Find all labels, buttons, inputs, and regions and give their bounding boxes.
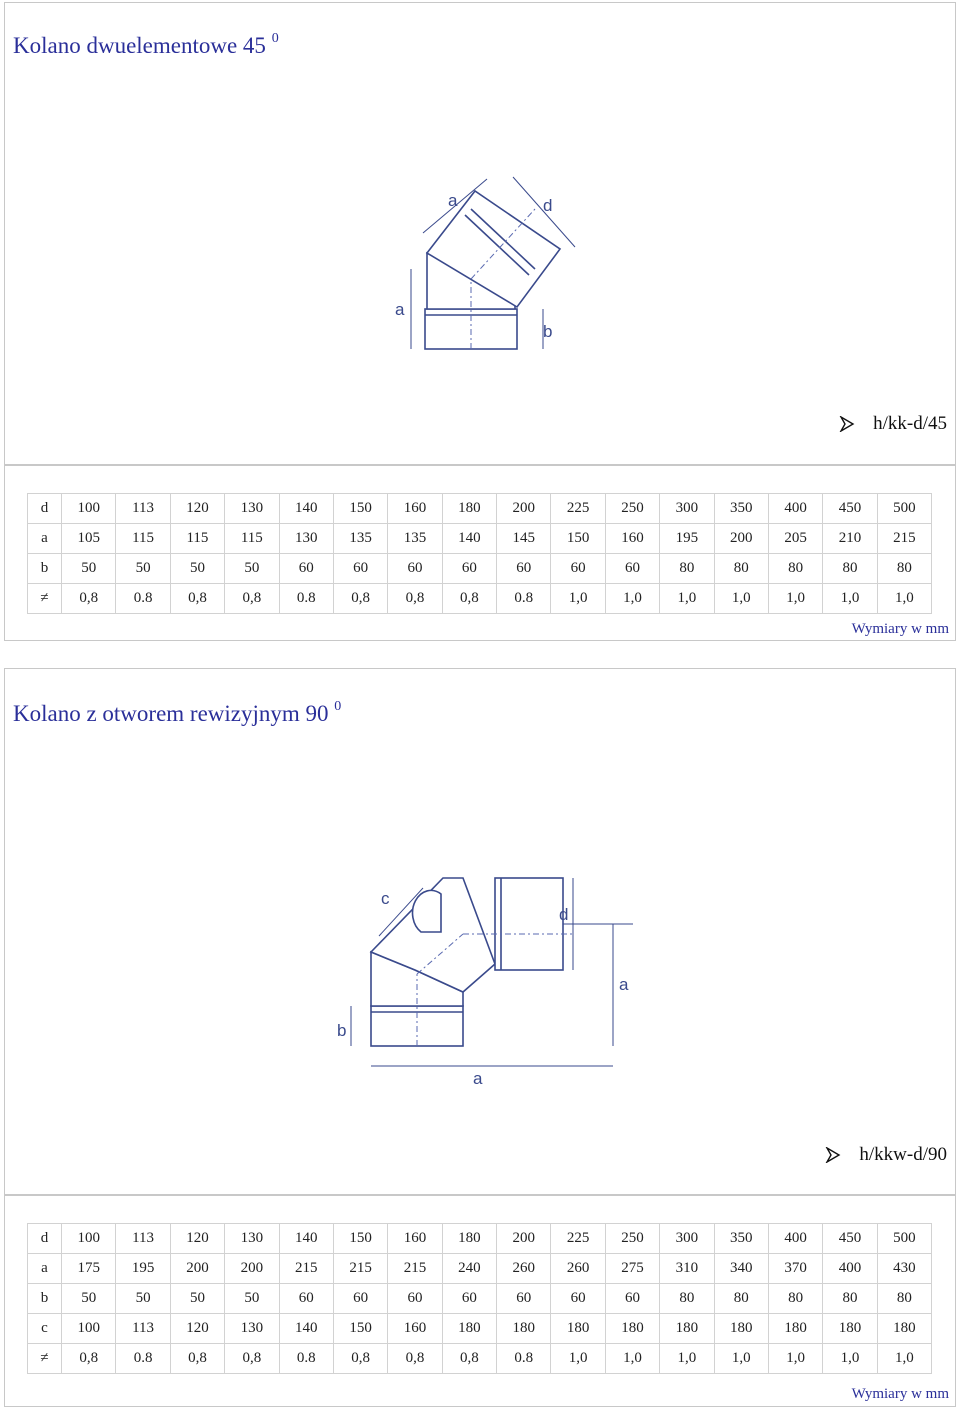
table-cell: 60 [388,1284,442,1314]
table-cell: 1,0 [551,1344,605,1374]
table-cell: 50 [225,554,279,584]
table-cell: 1,0 [823,1344,877,1374]
table-cell: 50 [62,1284,116,1314]
table-cell: 180 [497,1314,551,1344]
dim-label-c: c [381,889,390,908]
table-cell: 1,0 [768,584,822,614]
row-label: a [28,524,62,554]
table-cell: 215 [333,1254,387,1284]
table-cell: 1,0 [823,584,877,614]
table-cell: 180 [551,1314,605,1344]
product-code [839,413,947,435]
table-cell: 130 [225,494,279,524]
table-cell: 370 [768,1254,822,1284]
table-cell: 430 [877,1254,931,1284]
table-cell: 80 [877,1284,931,1314]
section-90-table-band [4,1195,956,1407]
dim-label-d: d [543,196,553,215]
table-cell: 60 [279,554,333,584]
section-title [13,701,341,727]
table-cell: 0.8 [279,1344,333,1374]
row-label: c [28,1314,62,1344]
table-cell: 130 [225,1224,279,1254]
table-cell: 0,8 [442,584,496,614]
table-cell: 120 [170,494,224,524]
table-cell: 60 [442,1284,496,1314]
section-title-text: Kolano z otworem rewizyjnym 90 [13,701,329,726]
table-cell: 240 [442,1254,496,1284]
table-cell: 300 [660,1224,714,1254]
product-code [825,1144,947,1166]
table-cell: 340 [714,1254,768,1284]
table-row [28,494,932,524]
table-cell: 300 [660,494,714,524]
table-cell: 60 [442,554,496,584]
table-cell: 50 [116,554,170,584]
table-cell: 115 [170,524,224,554]
section-title [13,33,279,59]
table-row [28,554,932,584]
table-cell: 115 [225,524,279,554]
table-cell: 400 [768,1224,822,1254]
table-cell: 260 [551,1254,605,1284]
table-cell: 275 [605,1254,659,1284]
table-cell: 145 [497,524,551,554]
table-cell: 310 [660,1254,714,1284]
table-cell: 150 [551,524,605,554]
table-cell: 50 [170,1284,224,1314]
table-cell: 60 [388,554,442,584]
row-label: b [28,1284,62,1314]
table-cell: 140 [279,494,333,524]
section-title-degree: 0 [334,699,342,715]
table-cell: 180 [877,1314,931,1344]
table-cell: 195 [660,524,714,554]
table-cell: 225 [551,494,605,524]
row-label: a [28,1254,62,1284]
table-cell: 60 [551,1284,605,1314]
table-cell: 50 [116,1284,170,1314]
table-cell: 120 [170,1314,224,1344]
table-cell: 180 [714,1314,768,1344]
table-cell: 180 [823,1314,877,1344]
section-45-elbow [4,2,956,465]
table-row [28,1224,932,1254]
row-label: ≠ [28,1344,62,1374]
table-cell: 160 [605,524,659,554]
table-cell: 80 [714,1284,768,1314]
table-cell: 1,0 [551,584,605,614]
dim-label-d: d [559,905,569,924]
table-cell: 80 [660,554,714,584]
table-cell: 500 [877,1224,931,1254]
table-cell: 200 [225,1254,279,1284]
table-cell: 450 [823,494,877,524]
row-label: d [28,494,62,524]
table-cell: 1,0 [660,1344,714,1374]
table-cell: 180 [442,494,496,524]
table-cell: 350 [714,494,768,524]
table-cell: 195 [116,1254,170,1284]
table-cell: 200 [170,1254,224,1284]
section-45-table-band [4,465,956,641]
table-cell: 0,8 [442,1344,496,1374]
table-cell: 80 [660,1284,714,1314]
table-cell: 0,8 [225,584,279,614]
table-row [28,1344,932,1374]
table-cell: 1,0 [714,584,768,614]
table-cell: 80 [768,554,822,584]
table-cell: 225 [551,1224,605,1254]
arrowhead-bullet-icon [825,1147,841,1163]
elbow-90-drawing [323,874,653,1104]
table-row [28,584,932,614]
dim-label-b: b [543,322,553,341]
table-cell: 450 [823,1224,877,1254]
table-row [28,1254,932,1284]
table-cell: 130 [225,1314,279,1344]
elbow-45-drawing [365,169,665,389]
table-cell: 400 [768,494,822,524]
table-cell: 80 [823,1284,877,1314]
table-cell: 113 [116,1224,170,1254]
table-cell: 400 [823,1254,877,1284]
table-cell: 215 [388,1254,442,1284]
table-cell: 60 [605,554,659,584]
table-cell: 160 [388,1224,442,1254]
table-cell: 80 [823,554,877,584]
dim-label-b: b [337,1021,347,1040]
table-cell: 130 [279,524,333,554]
table-cell: 135 [333,524,387,554]
row-label: ≠ [28,584,62,614]
table-cell: 113 [116,1314,170,1344]
table-cell: 150 [333,1314,387,1344]
table-cell: 0,8 [388,1344,442,1374]
section-90-inspection-elbow [4,668,956,1195]
table-cell: 0.8 [116,584,170,614]
table-row [28,524,932,554]
dimensions-table [27,1223,932,1374]
dim-label-a-side: a [619,975,629,994]
product-code-text: h/kk-d/45 [873,413,947,434]
table-cell: 200 [497,1224,551,1254]
table-cell: 500 [877,494,931,524]
table-cell: 60 [333,554,387,584]
table-cell: 0.8 [279,584,333,614]
table-cell: 60 [497,554,551,584]
table-cell: 1,0 [877,584,931,614]
table-cell: 120 [170,1224,224,1254]
product-code-text: h/kkw-d/90 [859,1144,947,1165]
table-cell: 80 [714,554,768,584]
table-cell: 60 [279,1284,333,1314]
table-cell: 80 [768,1284,822,1314]
table-cell: 60 [497,1284,551,1314]
table-cell: 250 [605,494,659,524]
table-cell: 140 [279,1224,333,1254]
table-cell: 200 [714,524,768,554]
table-cell: 60 [605,1284,659,1314]
table-cell: 180 [605,1314,659,1344]
table-cell: 50 [62,554,116,584]
row-label: d [28,1224,62,1254]
table-cell: 0,8 [62,584,116,614]
table-cell: 180 [660,1314,714,1344]
table-cell: 260 [497,1254,551,1284]
units-note: Wymiary w mm [851,621,949,637]
table-cell: 150 [333,1224,387,1254]
row-label: b [28,554,62,584]
table-cell: 180 [442,1224,496,1254]
dimensions-table [27,493,932,614]
table-cell: 135 [388,524,442,554]
table-cell: 1,0 [768,1344,822,1374]
table-cell: 160 [388,1314,442,1344]
table-cell: 60 [333,1284,387,1314]
table-cell: 1,0 [605,584,659,614]
table-cell: 140 [442,524,496,554]
section-title-degree: 0 [271,31,279,47]
table-cell: 180 [768,1314,822,1344]
dim-label-a-side: a [395,300,405,319]
table-cell: 0,8 [170,584,224,614]
table-cell: 0,8 [225,1344,279,1374]
table-cell: 205 [768,524,822,554]
table-cell: 180 [442,1314,496,1344]
table-cell: 100 [62,1314,116,1344]
table-cell: 100 [62,494,116,524]
table-cell: 0,8 [333,1344,387,1374]
table-cell: 210 [823,524,877,554]
table-cell: 200 [497,494,551,524]
table-cell: 1,0 [605,1344,659,1374]
table-cell: 60 [551,554,605,584]
table-cell: 0.8 [497,1344,551,1374]
table-cell: 150 [333,494,387,524]
table-cell: 160 [388,494,442,524]
table-cell: 1,0 [660,584,714,614]
table-cell: 215 [877,524,931,554]
table-cell: 0.8 [116,1344,170,1374]
table-cell: 115 [116,524,170,554]
table-cell: 250 [605,1224,659,1254]
table-cell: 50 [225,1284,279,1314]
table-cell: 0,8 [333,584,387,614]
table-cell: 0.8 [497,584,551,614]
table-cell: 80 [877,554,931,584]
table-row [28,1284,932,1314]
table-cell: 50 [170,554,224,584]
table-cell: 100 [62,1224,116,1254]
table-cell: 1,0 [714,1344,768,1374]
units-note: Wymiary w mm [851,1386,949,1402]
section-title-text: Kolano dwuelementowe 45 [13,33,266,58]
table-cell: 215 [279,1254,333,1284]
table-cell: 0,8 [170,1344,224,1374]
table-cell: 350 [714,1224,768,1254]
table-cell: 1,0 [877,1344,931,1374]
table-cell: 175 [62,1254,116,1284]
dim-label-a-bottom: a [473,1069,483,1088]
table-cell: 105 [62,524,116,554]
table-row [28,1314,932,1344]
table-cell: 0,8 [62,1344,116,1374]
table-cell: 140 [279,1314,333,1344]
arrowhead-bullet-icon [839,416,855,432]
table-cell: 0,8 [388,584,442,614]
dim-label-a-top: a [448,191,458,210]
table-cell: 113 [116,494,170,524]
